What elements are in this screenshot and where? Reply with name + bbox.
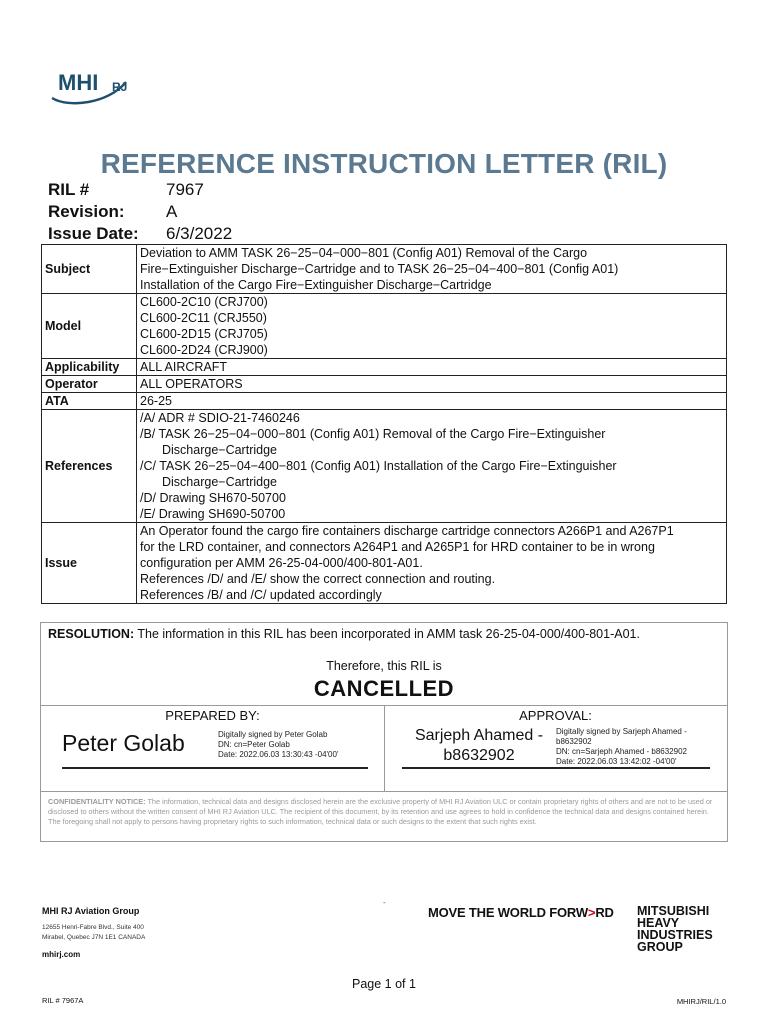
approval-name-line: b8632902: [443, 747, 515, 764]
ata-label: ATA: [42, 393, 137, 410]
mhi-logo-line: MITSUBISHI: [637, 904, 710, 918]
model-row: [42, 294, 727, 359]
operator-value: ALL OPERATORS: [137, 376, 727, 393]
reference-a: /A/ ADR # SDIO-21-7460246: [140, 411, 300, 425]
address-line: 12655 Henri-Fabre Blvd., Suite 400: [42, 924, 144, 931]
revision-value: A: [166, 202, 178, 221]
mhirj-logo: [48, 58, 148, 110]
resolution-label: RESOLUTION:: [48, 627, 135, 641]
reference-b: /B/ TASK 26−25−04−000−801 (Config A01) Removal of the Cargo Fire−Extinguisher: [140, 427, 606, 441]
model-line: CL600-2C11 (CRJ550): [140, 311, 267, 325]
references-row: [42, 410, 727, 523]
document-code-left: RIL # 7967A: [42, 996, 84, 1005]
footer-company: MHI RJ Aviation Group: [42, 906, 140, 916]
confidentiality-label: CONFIDENTIALITY NOTICE:: [48, 797, 146, 806]
slogan-text: MOVE THE WORLD FORW: [428, 905, 588, 920]
subject-line: Fire−Extinguisher Discharge−Cartridge and to TASK 26−25−04−400−801 (Config A01): [140, 262, 619, 276]
document-code-right: MHIRJ/RIL/1.0: [676, 997, 726, 1006]
footer-slogan: [428, 905, 614, 920]
signature-rule: [62, 767, 368, 769]
issue-date-label: Issue Date:: [48, 224, 139, 243]
signature-detail-line: Digitally signed by Peter Golab: [218, 730, 328, 739]
signature-detail-line: b8632902: [556, 737, 592, 746]
mhi-logo-line: INDUSTRIES: [637, 928, 713, 942]
logo-main-text: MHI: [58, 70, 99, 95]
model-line: CL600-2D15 (CRJ705): [140, 327, 268, 341]
slogan-text: RD: [595, 905, 614, 920]
footer-address: [42, 923, 145, 943]
reference-d: /D/ Drawing SH670-50700: [140, 491, 286, 505]
ata-row: [42, 393, 727, 410]
approval-signature-details: [556, 727, 687, 767]
reference-c: /C/ TASK 26−25−04−400−801 (Config A01) Installation of the Cargo Fire−Extinguisher: [140, 459, 617, 473]
applicability-value: ALL AIRCRAFT: [137, 359, 727, 376]
issue-row: [42, 523, 727, 604]
issue-label: Issue: [42, 523, 137, 604]
model-label: Model: [42, 294, 137, 359]
ata-value: 26-25: [137, 393, 727, 410]
resolution-statement: [48, 627, 640, 641]
prepared-by-label: PREPARED BY:: [165, 708, 260, 723]
references-label: References: [42, 410, 137, 523]
subject-row: [42, 245, 727, 294]
reference-b-continued: Discharge−Cartridge: [162, 443, 277, 457]
subject-line: Installation of the Cargo Fire−Extinguisher Discharge−Cartridge: [140, 278, 492, 292]
therefore-text: Therefore, this RIL is: [326, 659, 442, 673]
slogan-arrow-icon: >: [587, 905, 596, 920]
model-line: CL600-2D24 (CRJ900): [140, 343, 268, 357]
subject-label: Subject: [42, 245, 137, 294]
signature-detail-line: Digitally signed by Sarjeph Ahamed -: [556, 727, 687, 736]
applicability-label: Applicability: [42, 359, 137, 376]
footer-dash: -: [383, 898, 386, 907]
signature-detail-line: DN: cn=Peter Golab: [218, 740, 290, 749]
references-cell: [137, 410, 727, 523]
reference-e: /E/ Drawing SH690-50700: [140, 507, 286, 521]
document-title: REFERENCE INSTRUCTION LETTER (RIL): [100, 148, 668, 179]
model-cell: [137, 294, 727, 359]
model-line: CL600-2C10 (CRJ700): [140, 295, 268, 309]
prepared-signature-name: Peter Golab: [62, 730, 185, 756]
mitsubishi-logo: [637, 905, 713, 953]
mhi-logo-line: GROUP: [637, 940, 683, 954]
address-line: Mirabel, Quebec J7N 1E1 CANADA: [42, 934, 146, 941]
signature-rule: [402, 767, 710, 769]
subject-line: Deviation to AMM TASK 26−25−04−000−801 (Config A01) Removal of the Cargo: [140, 246, 588, 260]
issue-line: References /D/ and /E/ show the correct connection and routing.: [140, 572, 496, 586]
ril-number-label: RIL #: [48, 180, 90, 199]
divider-line: [41, 791, 727, 792]
page-number: Page 1 of 1: [352, 977, 416, 991]
prepared-signature-details: [218, 730, 338, 760]
issue-line: An Operator found the cargo fire containers discharge cartridge connectors A266P1 and A267P1: [140, 524, 674, 538]
issue-line: References /B/ and /C/ updated accordingly: [140, 588, 382, 602]
resolution-text: The information in this RIL has been incorporated in AMM task 26-25-04-000/400-801-A01.: [137, 627, 640, 641]
ril-details-table: [41, 244, 727, 604]
cancelled-status: CANCELLED: [313, 676, 455, 701]
operator-label: Operator: [42, 376, 137, 393]
applicability-row: [42, 359, 727, 376]
logo-sub-text: RJ: [112, 80, 128, 94]
issue-line: configuration per AMM 26-25-04-000/400-801-A01.: [140, 556, 423, 570]
approval-signature-name: [404, 726, 554, 766]
revision-label: Revision:: [48, 202, 125, 221]
subject-cell: [137, 245, 727, 294]
signature-detail-line: Date: 2022.06.03 13:42:02 -04'00': [556, 757, 677, 766]
issue-date-value: 6/3/2022: [166, 224, 233, 243]
signature-detail-line: DN: cn=Sarjeph Ahamed - b8632902: [556, 747, 687, 756]
mhi-logo-line: HEAVY: [637, 916, 680, 930]
reference-c-continued: Discharge−Cartridge: [162, 475, 277, 489]
signature-detail-line: Date: 2022.06.03 13:30:43 -04'00': [218, 750, 339, 759]
ril-number-value: 7967: [166, 180, 204, 199]
approval-name-line: Sarjeph Ahamed -: [414, 727, 544, 744]
footer-website-link[interactable]: mhirj.com: [42, 950, 81, 959]
confidentiality-notice: [48, 797, 718, 827]
approval-label: APPROVAL:: [519, 708, 592, 723]
operator-row: [42, 376, 727, 393]
issue-cell: [137, 523, 727, 604]
logo-swoosh-icon: [48, 58, 148, 110]
confidentiality-text: The information, technical data and designs disclosed herein are the exclusive property of MHI RJ Aviation ULC or contain proprietary rights of others and are not to be used or disclosed to others without the written consent of MHI RJ Aviation ULC. The recipient of this document, by its retention and use agrees to hold in confidence the technical data and designs contained herein. The foregoing shall not apply to persons having proprietary rights to such information, technical data or such designs to the extent that such rights exist.: [48, 797, 713, 826]
issue-line: for the LRD container, and connectors A264P1 and A265P1 for HRD container to be in wrong: [140, 540, 655, 554]
